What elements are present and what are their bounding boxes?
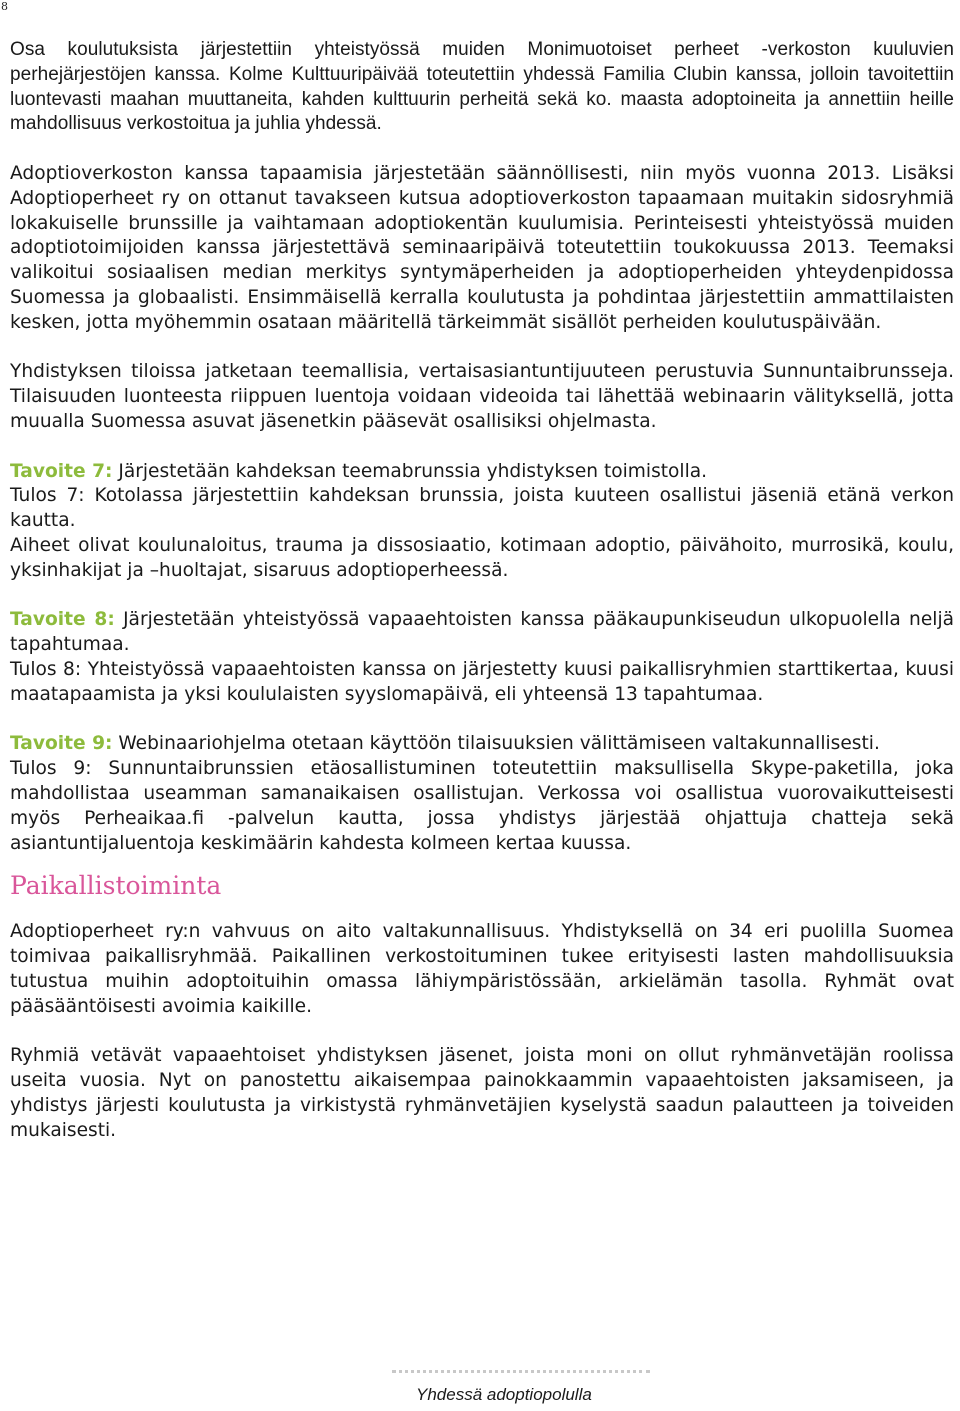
goal-7-topics: Aiheet olivat koulunaloitus, trauma ja dissosiaatio, kotimaan adoptio, päivähoito, murrosikä, koulu, yksinhakijat ja –huoltajat, sisaruus adoptioperheessä. [10, 534, 954, 581]
goal-7 [10, 460, 954, 485]
paragraph-gap [10, 708, 954, 733]
paragraph-gap [10, 1019, 954, 1044]
goal-9-label: Tavoite 9: [10, 733, 113, 755]
footer-text: Yhdessä adoptiopolulla [416, 1385, 592, 1404]
goal-7-text: Järjestetään kahdeksan teemabrunssia yhdistyksen toimistolla. [112, 460, 708, 482]
goal-8-label: Tavoite 8: [10, 609, 115, 631]
paragraph-gap [10, 137, 954, 162]
goal-9 [10, 732, 954, 757]
goal-7-label: Tavoite 7: [10, 460, 113, 482]
page-number: 8 [1, 0, 8, 13]
goal-9-text: Webinaariohjelma otetaan käyttöön tilaisuuksien välittämiseen valtakunnallisesti. [112, 733, 880, 755]
goal-9-result: Tulos 9: Sunnuntaibrunssien etäosallistuminen toteutettiin maksullisella Skype-paketilla, joka mahdollistaa useamman samanaikaisen osallistujan. Verkossa voi osallistua vuorovaikutteisesti myös Perheaikaa.fi -palvelun kautta, jossa yhdistys järjestää ohjattuja chatteja sekä asiantuntijaluentoja keskimäärin kahdesta kolmeen kertaa kuussa. [10, 758, 954, 854]
paragraph-volunteers: Ryhmiä vetävät vapaaehtoiset yhdistyksen jäsenet, joista moni on ollut ryhmänvetäjän roolissa useita vuosia. Nyt on panostettu aikaisempaa painokkaammin vapaaehtoisten jaksamiseen, ja yhdistys järjesti koulutusta ja virkistystä ryhmänvetäjien kyselystä saadun palautteen ja toiveiden mukaisesti. [10, 1045, 954, 1141]
goal-7-result: Tulos 7: Kotolassa järjestettiin kahdeksan brunssia, joista kuuteen osallistui jäseniä etänä verkon kautta. [10, 485, 954, 532]
paragraph-cooperation: Osa koulutuksista järjestettiin yhteistyössä muiden Monimuotoiset perheet -verkoston kuuluvien perhejärjestöjen kanssa. Kolme Kulttuuripäivää toteutettiin yhdessä Familia Clubin kanssa, jolloin tavoitettiin luontevasti maahan muuttaneita, kahden kulttuurin perheitä sekä ko. maasta adoptoineita ja annettiin heille mahdollisuus verkostoitua ja juhlia yhdessä. [10, 39, 954, 135]
paragraph-adoption-network: Adoptioverkoston kanssa tapaamisia järjestetään säännöllisesti, niin myös vuonna 2013. Lisäksi Adoptioperheet ry on ottanut tavakseen kutsua adoptioverkoston tapaamaan muitakin sidosryhmiä lokakuiselle brunssille ja vaihtamaan adoptiokentän kuulumisia. Perinteisesti yhteistyössä muiden adoptiotoimijoiden kanssa järjestettävä seminaaripäivä toteutettiin toukokuussa 2013. Teemaksi valikoitui sosiaalisen median merkitys syntymäperheiden ja adoptioperheiden yhteydenpidossa Suomessa ja globaalisti. Ensimmäisellä kerralla koulutusta ja pohdintaa järjestettiin ammattilaisten kesken, jotta myöhemmin osataan määritellä tärkeimmät sisällöt perheiden koulutuspäivään. [10, 162, 954, 333]
footer-dotted-rule [392, 1370, 650, 1375]
paragraph-brunches: Yhdistyksen tiloissa jatketaan teemallisia, vertaisasiantuntijuuteen perustuvia Sunnuntaibrunsseja. Tilaisuuden luonteesta riippuen luentoja voidaan videoida tai lähettää webinaarin välityksellä, jotta muualla Suomessa asuvat jäsenetkin pääsevät osallisiksi ohjelmasta. [10, 361, 954, 432]
paragraph-gap [10, 435, 954, 460]
footer [392, 1370, 662, 1405]
goal-8 [10, 608, 954, 658]
paragraph-gap [10, 584, 954, 609]
document-body [10, 38, 954, 1143]
section-heading: Paikallistoiminta [10, 871, 222, 901]
goal-8-text: Järjestetään yhteistyössä vapaaehtoisten kanssa pääkaupunkiseudun ulkopuolella neljä tapahtumaa. [10, 609, 955, 656]
section-gap [10, 856, 954, 866]
section-gap [10, 906, 954, 920]
paragraph-gap [10, 336, 954, 361]
goal-8-result: Tulos 8: Yhteistyössä vapaaehtoisten kanssa on järjestetty kuusi paikallisryhmien starttikertaa, kuusi maatapaamista ja yksi koululaisten syyslomapäivä, eli yhteensä 13 tapahtumaa. [10, 658, 954, 705]
paragraph-local-strength: Adoptioperheet ry:n vahvuus on aito valtakunnallisuus. Yhdistyksellä on 34 eri puolilla Suomea toimivaa paikallisryhmää. Paikallinen verkostoituminen tukee erityisesti lasten mahdollisuuksia tutustua muihin adoptoituihin omassa lähiympäristössään, arkielämän tasolla. Ryhmät ovat pääsääntöisesti avoimia kaikille. [10, 921, 954, 1017]
